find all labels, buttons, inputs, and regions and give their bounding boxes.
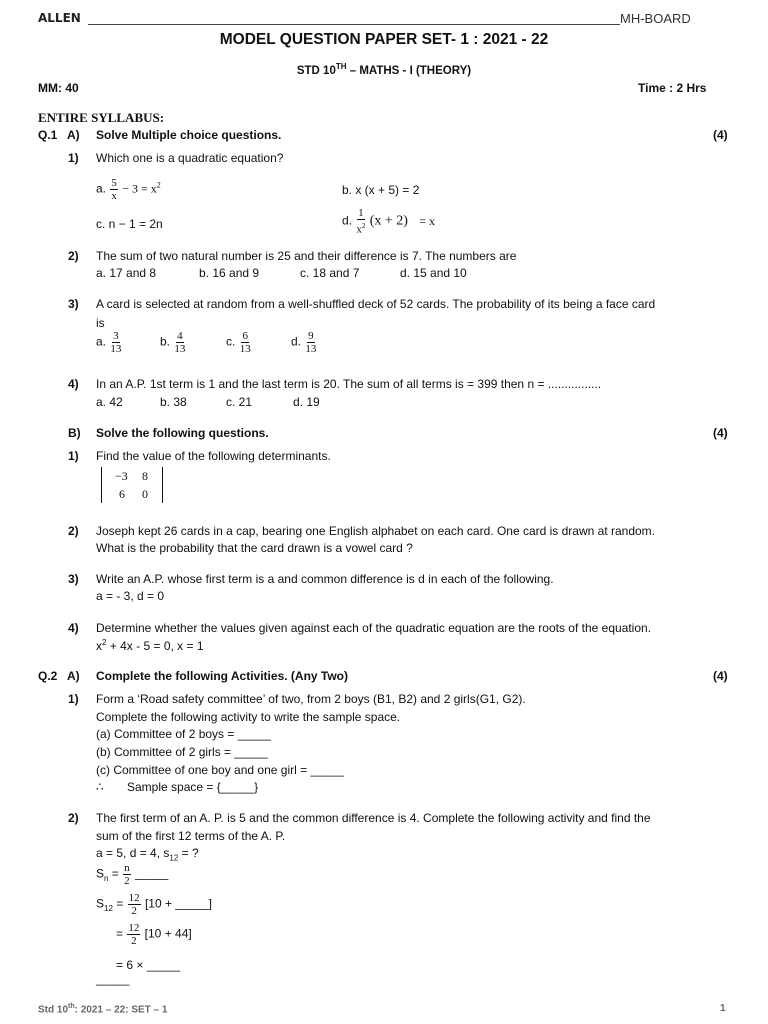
question-text: The sum of two natural number is 25 and their difference is 7. The numbers are	[96, 249, 517, 263]
option-c: c. n − 1 = 2n	[96, 217, 163, 231]
activity-line: Complete the following activity to write the sample space.	[96, 710, 401, 724]
board-label: MH-BOARD	[620, 11, 691, 26]
sample-space: Sample space = {_____}	[127, 780, 259, 794]
formula-step: = $\frac{12}{2}$ [10 + 44]	[116, 922, 192, 947]
determinant: −3 8 6 0	[101, 467, 163, 503]
therefore-symbol: ∴	[96, 780, 104, 794]
question-number: 2)	[68, 811, 79, 825]
option-c: c. 18 and 7	[300, 266, 360, 280]
question-text: Determine whether the values given against each of the quadratic equation are the roots of the equation.	[96, 621, 652, 635]
question-number: 3)	[68, 297, 79, 311]
option-c: c. 21	[226, 395, 253, 409]
question-text: Joseph kept 26 cards in a cap, bearing one English alphabet on each card. One card is drawn at random.	[96, 524, 656, 538]
option-d: d. 19	[293, 395, 320, 409]
max-marks: MM: 40	[38, 81, 79, 95]
q1-number: Q.1	[38, 128, 58, 142]
section-heading: ENTIRE SYLLABUS:	[38, 110, 165, 125]
q1-part: A)	[67, 128, 80, 142]
question-number: 4)	[68, 621, 79, 635]
formula-step: _____	[96, 972, 130, 986]
question-text: Write an A.P. whose first term is a and common difference is d in each of the following.	[96, 572, 554, 586]
activity-line: The first term of an A. P. is 5 and the common difference is 4. Complete the following activity and find the	[96, 811, 651, 825]
question-text: Find the value of the following determinants.	[96, 449, 331, 463]
option-c: c. $\frac{6}{13}$	[226, 330, 251, 355]
footer-text: Std 10th: 2021 – 22: SET – 1	[38, 1003, 168, 1016]
option-d: d. 15 and 10	[400, 266, 467, 280]
option-a: a. $\frac{3}{13}$	[96, 330, 122, 355]
formula-step: = 6 × _____	[116, 958, 181, 972]
question-text: Which one is a quadratic equation?	[96, 151, 284, 165]
q1-marks: (4)	[713, 128, 728, 142]
activity-line: (b) Committee of 2 girls = _____	[96, 745, 268, 759]
option-a: a. 42	[96, 395, 123, 409]
activity-line: sum of the first 12 terms of the A. P.	[96, 829, 286, 843]
q1b-marks: (4)	[713, 426, 728, 440]
question-text: In an A.P. 1st term is 1 and the last term is 20. The sum of all terms is = 399 then n = ................	[96, 377, 602, 391]
time-label: Time : 2 Hrs	[638, 81, 707, 95]
option-b: b. 38	[160, 395, 187, 409]
question-number: 2)	[68, 524, 79, 538]
question-text-cont: $x^2 + 4x - 5 = 0$, x = 1	[96, 638, 204, 653]
q1b-title: Solve the following questions.	[96, 426, 269, 440]
question-text: A card is selected at random from a well-shuffled deck of 52 cards. The probability of its being a face card	[96, 297, 656, 311]
question-text-cont: is	[96, 316, 105, 330]
q1-title: Solve Multiple choice questions.	[96, 128, 282, 142]
formula-sn: $S_n$ = $\frac{n}{2}$ _____	[96, 862, 169, 887]
activity-line: Form a ‘Road safety committee’ of two, from 2 boys (B1, B2) and 2 girls(G1, G2).	[96, 692, 526, 706]
option-a: a. $\frac{5}{x}$ − $3 = x^2$	[96, 177, 161, 202]
q1b-part: B)	[68, 426, 81, 440]
formula-s12: $S_{12}$ = $\frac{12}{2}$ [10 + _____]	[96, 892, 213, 917]
question-number: 4)	[68, 377, 79, 391]
option-d: d. $\frac{1}{x^2}$ (x + 2) = x	[342, 207, 436, 236]
question-number: 2)	[68, 249, 79, 263]
header-rule	[88, 24, 620, 25]
given-values: a = 5, d = 4, $s_{12}$ = ?	[96, 846, 199, 863]
option-b: b. 16 and 9	[199, 266, 260, 280]
activity-line: (c) Committee of one boy and one girl = _____	[96, 763, 344, 777]
q2-marks: (4)	[713, 669, 728, 683]
paper-title: MODEL QUESTION PAPER SET- 1 : 2021 - 22	[219, 31, 549, 48]
q2-title: Complete the following Activities. (Any Two)	[96, 669, 349, 683]
question-number: 3)	[68, 572, 79, 586]
question-text-cont: a = - 3, d = 0	[96, 589, 165, 603]
question-number: 1)	[68, 151, 79, 165]
question-number: 1)	[68, 449, 79, 463]
option-b: b. x (x + 5) = 2	[342, 183, 420, 197]
q2-number: Q.2	[38, 669, 58, 683]
option-b: b. $\frac{4}{13}$	[160, 330, 186, 355]
option-a: a. 17 and 8	[96, 266, 157, 280]
question-number: 1)	[68, 692, 79, 706]
page-number: 1	[720, 1003, 726, 1014]
question-text-cont: What is the probability that the card drawn is a vowel card ?	[96, 541, 413, 555]
q2-part: A)	[67, 669, 80, 683]
activity-line: (a) Committee of 2 boys = _____	[96, 727, 272, 741]
brand-logo: ALLEN	[38, 11, 81, 25]
paper-subtitle: STD 10TH – MATHS - I (THEORY)	[296, 62, 472, 77]
option-d: d. $\frac{9}{13}$	[291, 330, 317, 355]
